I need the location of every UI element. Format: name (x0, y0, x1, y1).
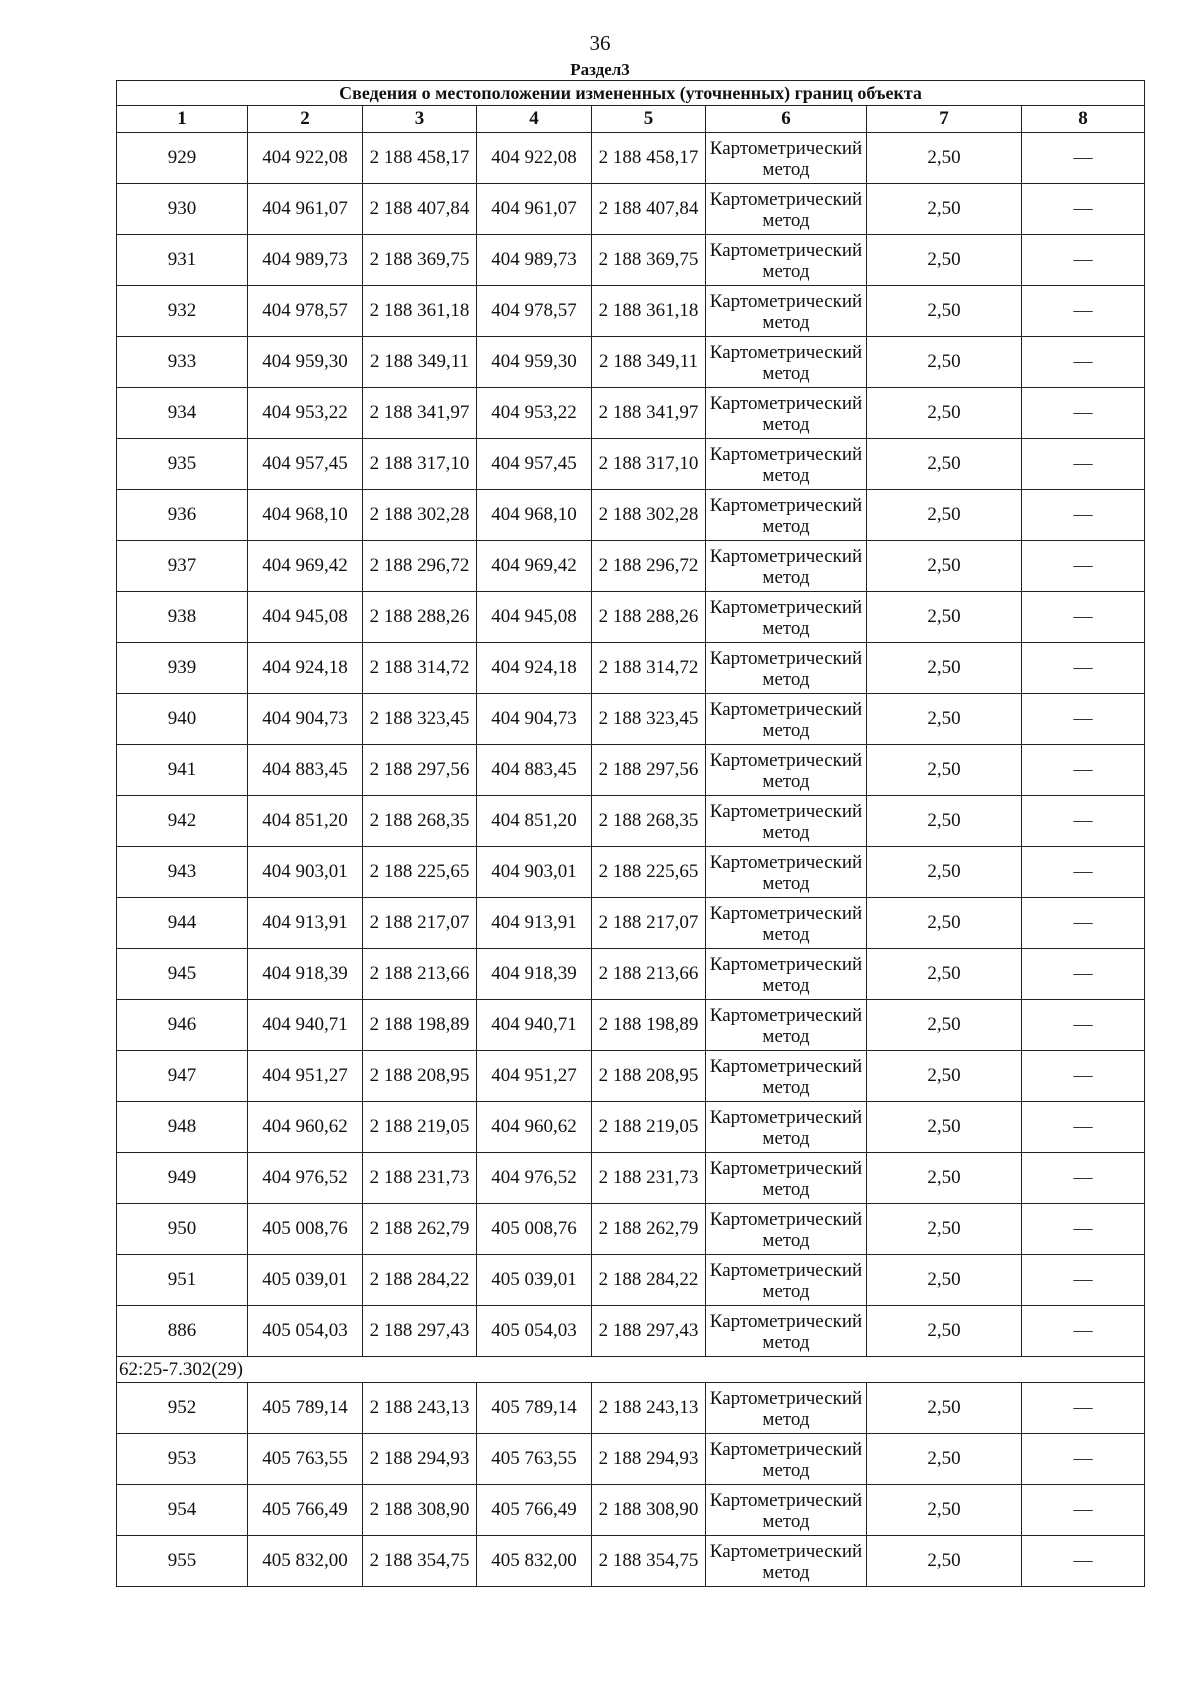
y-old-cell: 2 188 361,18 (363, 286, 477, 337)
description-cell: — (1022, 133, 1145, 184)
point-number-cell: 931 (117, 235, 248, 286)
method-cell: Картометрический метод (706, 1255, 867, 1306)
description-cell: — (1022, 1000, 1145, 1051)
table-row (117, 1536, 1145, 1587)
x-old-cell: 405 832,00 (248, 1536, 363, 1587)
column-header: 7 (867, 106, 1022, 133)
point-number-cell: 952 (117, 1383, 248, 1434)
y-old-cell: 2 188 284,22 (363, 1255, 477, 1306)
point-number-cell: 955 (117, 1536, 248, 1587)
x-new-cell: 404 978,57 (477, 286, 592, 337)
table-row (117, 1000, 1145, 1051)
description-cell: — (1022, 1051, 1145, 1102)
x-old-cell: 405 008,76 (248, 1204, 363, 1255)
x-old-cell: 404 989,73 (248, 235, 363, 286)
precision-cell: 2,50 (867, 847, 1022, 898)
precision-cell: 2,50 (867, 235, 1022, 286)
column-header: 8 (1022, 106, 1145, 133)
x-old-cell: 404 922,08 (248, 133, 363, 184)
point-number-cell: 945 (117, 949, 248, 1000)
y-new-cell: 2 188 297,43 (592, 1306, 706, 1357)
x-new-cell: 405 766,49 (477, 1485, 592, 1536)
y-old-cell: 2 188 323,45 (363, 694, 477, 745)
precision-cell: 2,50 (867, 388, 1022, 439)
x-new-cell: 404 940,71 (477, 1000, 592, 1051)
column-header: 6 (706, 106, 867, 133)
y-new-cell: 2 188 341,97 (592, 388, 706, 439)
point-number-cell: 933 (117, 337, 248, 388)
point-number-cell: 947 (117, 1051, 248, 1102)
y-old-cell: 2 188 354,75 (363, 1536, 477, 1587)
x-new-cell: 404 969,42 (477, 541, 592, 592)
y-old-cell: 2 188 308,90 (363, 1485, 477, 1536)
point-number-cell: 940 (117, 694, 248, 745)
method-cell: Картометрический метод (706, 796, 867, 847)
precision-cell: 2,50 (867, 1485, 1022, 1536)
page-number: 36 (589, 31, 611, 55)
y-new-cell: 2 188 231,73 (592, 1153, 706, 1204)
x-new-cell: 405 039,01 (477, 1255, 592, 1306)
description-cell: — (1022, 1485, 1145, 1536)
y-old-cell: 2 188 349,11 (363, 337, 477, 388)
y-old-cell: 2 188 262,79 (363, 1204, 477, 1255)
x-new-cell: 404 951,27 (477, 1051, 592, 1102)
y-old-cell: 2 188 231,73 (363, 1153, 477, 1204)
column-header: 2 (248, 106, 363, 133)
precision-cell: 2,50 (867, 541, 1022, 592)
precision-cell: 2,50 (867, 1102, 1022, 1153)
y-new-cell: 2 188 262,79 (592, 1204, 706, 1255)
y-old-cell: 2 188 407,84 (363, 184, 477, 235)
y-new-cell: 2 188 268,35 (592, 796, 706, 847)
point-number-cell: 929 (117, 133, 248, 184)
point-number-cell: 950 (117, 1204, 248, 1255)
table-row (117, 1153, 1145, 1204)
method-cell: Картометрический метод (706, 337, 867, 388)
precision-cell: 2,50 (867, 898, 1022, 949)
method-cell: Картометрический метод (706, 949, 867, 1000)
description-cell: — (1022, 337, 1145, 388)
method-cell: Картометрический метод (706, 1536, 867, 1587)
precision-cell: 2,50 (867, 1434, 1022, 1485)
precision-cell: 2,50 (867, 490, 1022, 541)
method-cell: Картометрический метод (706, 286, 867, 337)
x-old-cell: 404 903,01 (248, 847, 363, 898)
y-new-cell: 2 188 297,56 (592, 745, 706, 796)
x-old-cell: 404 951,27 (248, 1051, 363, 1102)
point-number-cell: 932 (117, 286, 248, 337)
precision-cell: 2,50 (867, 184, 1022, 235)
description-cell: — (1022, 1306, 1145, 1357)
description-cell: — (1022, 541, 1145, 592)
table-row (117, 184, 1145, 235)
description-cell: — (1022, 694, 1145, 745)
y-old-cell: 2 188 208,95 (363, 1051, 477, 1102)
x-new-cell: 404 968,10 (477, 490, 592, 541)
description-cell: — (1022, 592, 1145, 643)
x-new-cell: 404 989,73 (477, 235, 592, 286)
x-old-cell: 405 766,49 (248, 1485, 363, 1536)
point-number-cell: 942 (117, 796, 248, 847)
method-cell: Картометрический метод (706, 1000, 867, 1051)
x-new-cell: 405 763,55 (477, 1434, 592, 1485)
x-new-cell: 404 922,08 (477, 133, 592, 184)
precision-cell: 2,50 (867, 694, 1022, 745)
x-new-cell: 405 008,76 (477, 1204, 592, 1255)
precision-cell: 2,50 (867, 337, 1022, 388)
y-new-cell: 2 188 284,22 (592, 1255, 706, 1306)
description-cell: — (1022, 235, 1145, 286)
point-number-cell: 936 (117, 490, 248, 541)
point-number-cell: 944 (117, 898, 248, 949)
x-old-cell: 404 913,91 (248, 898, 363, 949)
y-old-cell: 2 188 243,13 (363, 1383, 477, 1434)
y-old-cell: 2 188 213,66 (363, 949, 477, 1000)
x-old-cell: 404 924,18 (248, 643, 363, 694)
x-old-cell: 404 978,57 (248, 286, 363, 337)
x-new-cell: 404 961,07 (477, 184, 592, 235)
method-cell: Картометрический метод (706, 1306, 867, 1357)
column-header: 1 (117, 106, 248, 133)
x-new-cell: 404 976,52 (477, 1153, 592, 1204)
point-number-cell: 946 (117, 1000, 248, 1051)
table-row (117, 1485, 1145, 1536)
y-new-cell: 2 188 314,72 (592, 643, 706, 694)
y-old-cell: 2 188 369,75 (363, 235, 477, 286)
precision-cell: 2,50 (867, 1536, 1022, 1587)
method-cell: Картометрический метод (706, 541, 867, 592)
description-cell: — (1022, 796, 1145, 847)
y-new-cell: 2 188 458,17 (592, 133, 706, 184)
table-row (117, 1434, 1145, 1485)
y-old-cell: 2 188 458,17 (363, 133, 477, 184)
method-cell: Картометрический метод (706, 694, 867, 745)
table-row (117, 439, 1145, 490)
x-old-cell: 404 960,62 (248, 1102, 363, 1153)
y-old-cell: 2 188 297,56 (363, 745, 477, 796)
description-cell: — (1022, 286, 1145, 337)
x-new-cell: 404 851,20 (477, 796, 592, 847)
method-cell: Картометрический метод (706, 1383, 867, 1434)
y-new-cell: 2 188 213,66 (592, 949, 706, 1000)
method-cell: Картометрический метод (706, 745, 867, 796)
x-new-cell: 404 953,22 (477, 388, 592, 439)
description-cell: — (1022, 388, 1145, 439)
y-old-cell: 2 188 268,35 (363, 796, 477, 847)
y-new-cell: 2 188 296,72 (592, 541, 706, 592)
x-new-cell: 404 918,39 (477, 949, 592, 1000)
table-row (117, 847, 1145, 898)
precision-cell: 2,50 (867, 745, 1022, 796)
table-row (117, 133, 1145, 184)
y-new-cell: 2 188 225,65 (592, 847, 706, 898)
y-old-cell: 2 188 341,97 (363, 388, 477, 439)
point-number-cell: 948 (117, 1102, 248, 1153)
boundary-coordinates-table (116, 80, 1145, 1587)
column-header: 3 (363, 106, 477, 133)
x-new-cell: 405 789,14 (477, 1383, 592, 1434)
group-label: 62:25-7.302(29) (117, 1357, 1145, 1383)
table-row (117, 235, 1145, 286)
table-header-row (117, 106, 1145, 133)
method-cell: Картометрический метод (706, 1434, 867, 1485)
y-old-cell: 2 188 198,89 (363, 1000, 477, 1051)
y-new-cell: 2 188 243,13 (592, 1383, 706, 1434)
x-old-cell: 405 039,01 (248, 1255, 363, 1306)
precision-cell: 2,50 (867, 1000, 1022, 1051)
point-number-cell: 941 (117, 745, 248, 796)
table-row (117, 1306, 1145, 1357)
x-old-cell: 405 789,14 (248, 1383, 363, 1434)
y-new-cell: 2 188 219,05 (592, 1102, 706, 1153)
y-new-cell: 2 188 217,07 (592, 898, 706, 949)
table-row (117, 1255, 1145, 1306)
method-cell: Картометрический метод (706, 439, 867, 490)
x-old-cell: 404 957,45 (248, 439, 363, 490)
x-new-cell: 404 924,18 (477, 643, 592, 694)
y-new-cell: 2 188 349,11 (592, 337, 706, 388)
x-new-cell: 404 903,01 (477, 847, 592, 898)
method-cell: Картометрический метод (706, 1051, 867, 1102)
y-new-cell: 2 188 302,28 (592, 490, 706, 541)
description-cell: — (1022, 1536, 1145, 1587)
column-header: 4 (477, 106, 592, 133)
table-row (117, 898, 1145, 949)
description-cell: — (1022, 1383, 1145, 1434)
precision-cell: 2,50 (867, 796, 1022, 847)
description-cell: — (1022, 439, 1145, 490)
x-new-cell: 404 957,45 (477, 439, 592, 490)
table-row (117, 643, 1145, 694)
method-cell: Картометрический метод (706, 133, 867, 184)
y-old-cell: 2 188 288,26 (363, 592, 477, 643)
precision-cell: 2,50 (867, 286, 1022, 337)
point-number-cell: 937 (117, 541, 248, 592)
method-cell: Картометрический метод (706, 1204, 867, 1255)
method-cell: Картометрический метод (706, 592, 867, 643)
y-old-cell: 2 188 302,28 (363, 490, 477, 541)
x-old-cell: 404 851,20 (248, 796, 363, 847)
precision-cell: 2,50 (867, 1051, 1022, 1102)
point-number-cell: 949 (117, 1153, 248, 1204)
method-cell: Картометрический метод (706, 847, 867, 898)
y-old-cell: 2 188 219,05 (363, 1102, 477, 1153)
precision-cell: 2,50 (867, 1255, 1022, 1306)
precision-cell: 2,50 (867, 1383, 1022, 1434)
method-cell: Картометрический метод (706, 1153, 867, 1204)
precision-cell: 2,50 (867, 1306, 1022, 1357)
table-row (117, 388, 1145, 439)
y-new-cell: 2 188 361,18 (592, 286, 706, 337)
point-number-cell: 953 (117, 1434, 248, 1485)
x-old-cell: 405 763,55 (248, 1434, 363, 1485)
table-row (117, 796, 1145, 847)
table-row (117, 541, 1145, 592)
y-old-cell: 2 188 217,07 (363, 898, 477, 949)
point-number-cell: 938 (117, 592, 248, 643)
x-old-cell: 404 969,42 (248, 541, 363, 592)
x-old-cell: 404 959,30 (248, 337, 363, 388)
y-new-cell: 2 188 317,10 (592, 439, 706, 490)
description-cell: — (1022, 184, 1145, 235)
x-new-cell: 404 945,08 (477, 592, 592, 643)
method-cell: Картометрический метод (706, 235, 867, 286)
x-old-cell: 404 968,10 (248, 490, 363, 541)
table-caption: Сведения о местоположении измененных (уточненных) границ объекта (117, 81, 1145, 106)
table-row (117, 745, 1145, 796)
x-new-cell: 405 054,03 (477, 1306, 592, 1357)
table-row (117, 1204, 1145, 1255)
description-cell: — (1022, 1153, 1145, 1204)
x-new-cell: 404 959,30 (477, 337, 592, 388)
point-number-cell: 954 (117, 1485, 248, 1536)
description-cell: — (1022, 490, 1145, 541)
table-row (117, 286, 1145, 337)
table-row (117, 949, 1145, 1000)
x-old-cell: 404 918,39 (248, 949, 363, 1000)
precision-cell: 2,50 (867, 643, 1022, 694)
point-number-cell: 943 (117, 847, 248, 898)
point-number-cell: 939 (117, 643, 248, 694)
method-cell: Картометрический метод (706, 1102, 867, 1153)
y-old-cell: 2 188 296,72 (363, 541, 477, 592)
description-cell: — (1022, 643, 1145, 694)
x-new-cell: 405 832,00 (477, 1536, 592, 1587)
x-old-cell: 404 904,73 (248, 694, 363, 745)
table-row (117, 694, 1145, 745)
precision-cell: 2,50 (867, 1153, 1022, 1204)
x-new-cell: 404 960,62 (477, 1102, 592, 1153)
point-number-cell: 951 (117, 1255, 248, 1306)
table-caption-row (117, 81, 1145, 106)
x-new-cell: 404 883,45 (477, 745, 592, 796)
description-cell: — (1022, 898, 1145, 949)
point-number-cell: 886 (117, 1306, 248, 1357)
x-old-cell: 404 976,52 (248, 1153, 363, 1204)
table-row (117, 1383, 1145, 1434)
x-new-cell: 404 904,73 (477, 694, 592, 745)
description-cell: — (1022, 1255, 1145, 1306)
precision-cell: 2,50 (867, 1204, 1022, 1255)
column-header: 5 (592, 106, 706, 133)
y-old-cell: 2 188 314,72 (363, 643, 477, 694)
method-cell: Картометрический метод (706, 643, 867, 694)
point-number-cell: 935 (117, 439, 248, 490)
point-number-cell: 934 (117, 388, 248, 439)
precision-cell: 2,50 (867, 592, 1022, 643)
table-row (117, 337, 1145, 388)
y-new-cell: 2 188 294,93 (592, 1434, 706, 1485)
y-old-cell: 2 188 294,93 (363, 1434, 477, 1485)
y-old-cell: 2 188 297,43 (363, 1306, 477, 1357)
x-old-cell: 404 961,07 (248, 184, 363, 235)
table-row (117, 490, 1145, 541)
table-row (117, 1102, 1145, 1153)
y-old-cell: 2 188 317,10 (363, 439, 477, 490)
method-cell: Картометрический метод (706, 388, 867, 439)
description-cell: — (1022, 949, 1145, 1000)
group-label-row (117, 1357, 1145, 1383)
x-new-cell: 404 913,91 (477, 898, 592, 949)
x-old-cell: 404 945,08 (248, 592, 363, 643)
table-row (117, 1051, 1145, 1102)
precision-cell: 2,50 (867, 949, 1022, 1000)
y-old-cell: 2 188 225,65 (363, 847, 477, 898)
y-new-cell: 2 188 288,26 (592, 592, 706, 643)
point-number-cell: 930 (117, 184, 248, 235)
x-old-cell: 404 940,71 (248, 1000, 363, 1051)
description-cell: — (1022, 1204, 1145, 1255)
y-new-cell: 2 188 308,90 (592, 1485, 706, 1536)
y-new-cell: 2 188 323,45 (592, 694, 706, 745)
method-cell: Картометрический метод (706, 184, 867, 235)
x-old-cell: 404 883,45 (248, 745, 363, 796)
y-new-cell: 2 188 369,75 (592, 235, 706, 286)
method-cell: Картометрический метод (706, 490, 867, 541)
precision-cell: 2,50 (867, 439, 1022, 490)
method-cell: Картометрический метод (706, 1485, 867, 1536)
description-cell: — (1022, 847, 1145, 898)
description-cell: — (1022, 745, 1145, 796)
section-title: Раздел3 (570, 60, 630, 79)
method-cell: Картометрический метод (706, 898, 867, 949)
description-cell: — (1022, 1434, 1145, 1485)
table-row (117, 592, 1145, 643)
table-body (117, 81, 1145, 1587)
y-new-cell: 2 188 208,95 (592, 1051, 706, 1102)
description-cell: — (1022, 1102, 1145, 1153)
y-new-cell: 2 188 407,84 (592, 184, 706, 235)
x-old-cell: 404 953,22 (248, 388, 363, 439)
y-new-cell: 2 188 198,89 (592, 1000, 706, 1051)
y-new-cell: 2 188 354,75 (592, 1536, 706, 1587)
x-old-cell: 405 054,03 (248, 1306, 363, 1357)
precision-cell: 2,50 (867, 133, 1022, 184)
